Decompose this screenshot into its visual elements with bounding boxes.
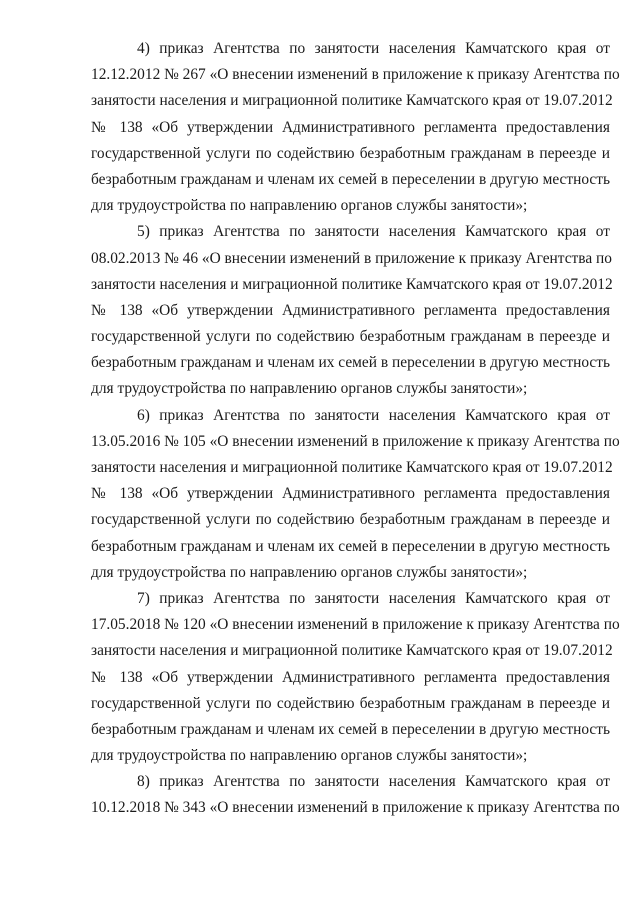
paragraph-item-6 xyxy=(91,403,620,586)
document-body xyxy=(91,36,620,822)
paragraph-line: для трудоустройства по направлению органов службы занятости»; xyxy=(91,197,528,215)
paragraph-line: № 138 «Об утверждении Административного регламента предоставления xyxy=(91,668,610,686)
paragraph-line: 5) приказ Агентства по занятости населения Камчатского края от xyxy=(137,223,610,241)
paragraph-line: безработным гражданам и членам их семей в переселении в другую местность xyxy=(91,170,610,188)
paragraph-line: занятости населения и миграционной политике Камчатского края от 19.07.2012 xyxy=(91,92,613,110)
paragraph-line: 8) приказ Агентства по занятости населения Камчатского края от xyxy=(137,773,610,791)
paragraph-item-7 xyxy=(91,586,620,769)
paragraph-line: занятости населения и миграционной политике Камчатского края от 19.07.2012 xyxy=(91,459,613,476)
paragraph-line: 4) приказ Агентства по занятости населения Камчатского края от xyxy=(137,40,610,57)
paragraph-line: 6) приказ Агентства по занятости населения Камчатского края от xyxy=(137,406,610,424)
paragraph-line: безработным гражданам и членам их семей в переселении в другую местность xyxy=(91,720,610,738)
paragraph-line: для трудоустройства по направлению органов службы занятости»; xyxy=(91,563,528,581)
paragraph-line: 10.12.2018 № 343 «О внесении изменений в приложение к приказу Агентства по xyxy=(91,799,620,817)
paragraph-line: для трудоустройства по направлению органов службы занятости»; xyxy=(91,380,528,398)
paragraph-line: для трудоустройства по направлению органов службы занятости»; xyxy=(91,747,528,765)
paragraph-line: 12.12.2012 № 267 «О внесении изменений в приложение к приказу Агентства по xyxy=(91,66,620,84)
paragraph-line: безработным гражданам и членам их семей в переселении в другую местность xyxy=(91,537,610,555)
paragraph-item-4 xyxy=(91,36,620,219)
paragraph-line: № 138 «Об утверждении Административного регламента предоставления xyxy=(91,118,610,136)
paragraph-line: № 138 «Об утверждении Административного регламента предоставления xyxy=(91,301,610,319)
paragraph-line: безработным гражданам и членам их семей в переселении в другую местность xyxy=(91,354,610,372)
paragraph-line: 7) приказ Агентства по занятости населения Камчатского края от xyxy=(137,589,610,607)
paragraph-line: № 138 «Об утверждении Административного регламента предоставления xyxy=(91,485,610,503)
paragraph-item-5 xyxy=(91,219,613,402)
paragraph-line: государственной услуги по содействию безработным гражданам в переезде и xyxy=(91,511,610,529)
paragraph-line: государственной услуги по содействию безработным гражданам в переезде и xyxy=(91,694,610,712)
paragraph-line: государственной услуги по содействию безработным гражданам в переезде и xyxy=(91,144,610,162)
paragraph-line: 08.02.2013 № 46 «О внесении изменений в приложение к приказу Агентства по xyxy=(91,249,612,267)
paragraph-line: 13.05.2016 № 105 «О внесении изменений в приложение к приказу Агентства по xyxy=(91,432,620,450)
paragraph-line: государственной услуги по содействию безработным гражданам в переезде и xyxy=(91,328,610,346)
paragraph-line: занятости населения и миграционной политике Камчатского края от 19.07.2012 xyxy=(91,642,613,660)
paragraph-line: 17.05.2018 № 120 «О внесении изменений в приложение к приказу Агентства по xyxy=(91,616,620,634)
paragraph-line: занятости населения и миграционной политике Камчатского края от 19.07.2012 xyxy=(91,275,613,293)
paragraph-item-8 xyxy=(91,769,620,821)
